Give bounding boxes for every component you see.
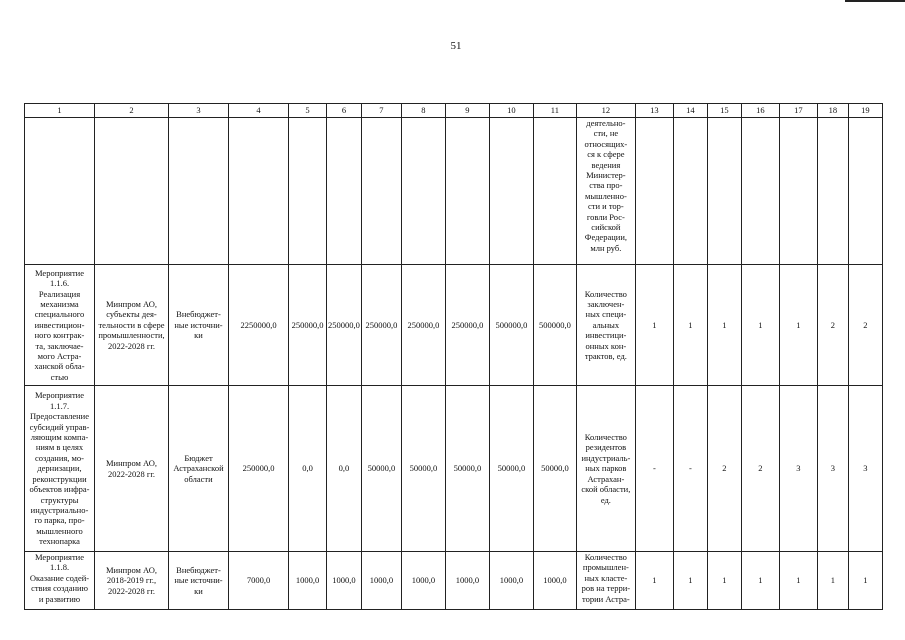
col-header: 18 [817,104,848,118]
col-header: 19 [848,104,882,118]
executor-cell: Минпром АО, 2018-2019 гг., 2022-2028 гг. [95,552,169,610]
table-row [25,265,883,386]
program-activities-table [24,103,883,610]
target-cell: 1 [817,552,848,610]
value-cell: 250000,0 [289,265,327,386]
funding-source-cell: Внебюджет- ные источни- ки [169,265,229,386]
executor-cell: Минпром АО, субъекты дея- тельности в сфере промышленности, 2022-2028 гг. [95,265,169,386]
col-header: 6 [327,104,362,118]
value-cell: 50000,0 [489,386,533,552]
target-cell: 1 [741,552,779,610]
top-edge-line [845,0,905,2]
target-cell: - [635,386,673,552]
indicator-cell: Количество промышлен- ных класте- ров на терри- тории Астра- [576,552,635,610]
target-cell: 1 [635,552,673,610]
table-row [25,386,883,552]
funding-source-cell: Бюджет Астраханской области [169,386,229,552]
col-header: 16 [741,104,779,118]
target-cell: 1 [707,265,741,386]
target-cell: 1 [707,552,741,610]
col-header: 14 [673,104,707,118]
value-cell: 250000,0 [327,265,362,386]
col-header: 8 [401,104,445,118]
target-cell: 1 [848,552,882,610]
target-cell: 3 [779,386,817,552]
value-cell: 500000,0 [533,265,576,386]
value-cell: 1000,0 [401,552,445,610]
value-cell: 50000,0 [361,386,401,552]
value-cell: 250000,0 [229,386,289,552]
col-header: 7 [361,104,401,118]
target-cell: 3 [848,386,882,552]
value-cell: 1000,0 [327,552,362,610]
value-cell: 1000,0 [445,552,489,610]
col-header: 10 [489,104,533,118]
value-cell: 250000,0 [361,265,401,386]
col-header: 3 [169,104,229,118]
col-header: 1 [25,104,95,118]
value-cell: 7000,0 [229,552,289,610]
target-cell: 2 [741,386,779,552]
value-cell: 2250000,0 [229,265,289,386]
value-cell: 500000,0 [489,265,533,386]
target-cell: 1 [779,265,817,386]
target-cell: 1 [635,265,673,386]
col-header: 15 [707,104,741,118]
target-cell: 3 [817,386,848,552]
col-header: 2 [95,104,169,118]
col-header: 5 [289,104,327,118]
funding-source-cell: Внебюджет- ные источни- ки [169,552,229,610]
value-cell: 1000,0 [533,552,576,610]
col-header: 12 [576,104,635,118]
value-cell: 0,0 [327,386,362,552]
target-cell: 2 [817,265,848,386]
column-number-row [25,104,883,118]
target-cell: 1 [779,552,817,610]
value-cell: 50000,0 [445,386,489,552]
target-cell: 1 [741,265,779,386]
value-cell: 250000,0 [401,265,445,386]
target-cell: 1 [673,552,707,610]
target-cell: 2 [707,386,741,552]
col-header: 9 [445,104,489,118]
value-cell: 1000,0 [289,552,327,610]
indicator-cell: Количество резидентов индустриаль- ных парков Астрахан- ской области, ед. [576,386,635,552]
table-row [25,552,883,610]
value-cell: 1000,0 [361,552,401,610]
activity-cell: Мероприятие 1.1.7. Предоставление субсидий управ- ляющим компа- ниям в целях создания, мо- дернизации, реконструкции объектов инфра- структуры индустриально- го парка, про- мышленного технопарка [25,386,95,552]
col-header: 4 [229,104,289,118]
col-header: 11 [533,104,576,118]
target-cell: 2 [848,265,882,386]
target-cell: 1 [673,265,707,386]
value-cell: 50000,0 [533,386,576,552]
col-header: 13 [635,104,673,118]
activity-cell: Мероприятие 1.1.8. Оказание содей- ствия созданию и развитию [25,552,95,610]
value-cell: 250000,0 [445,265,489,386]
target-cell: - [673,386,707,552]
activity-cell: Мероприятие 1.1.6. Реализация механизма специального инвестицион- ного контрак- та, заключае- мого Астра- ханской обла- стью [25,265,95,386]
value-cell: 1000,0 [489,552,533,610]
indicator-cell: деятельно- сти, не относящих- ся к сфере ведения Министер- ства про- мышленно- сти и тор- говли Рос- сийской Федерации, млн руб. [576,118,635,265]
page-number: 51 [450,40,462,52]
continuation-row [25,118,883,265]
col-header: 17 [779,104,817,118]
value-cell: 50000,0 [401,386,445,552]
indicator-cell: Количество заключен- ных специ- альных инвестици- онных кон- трактов, ед. [576,265,635,386]
value-cell: 0,0 [289,386,327,552]
executor-cell: Минпром АО, 2022-2028 гг. [95,386,169,552]
